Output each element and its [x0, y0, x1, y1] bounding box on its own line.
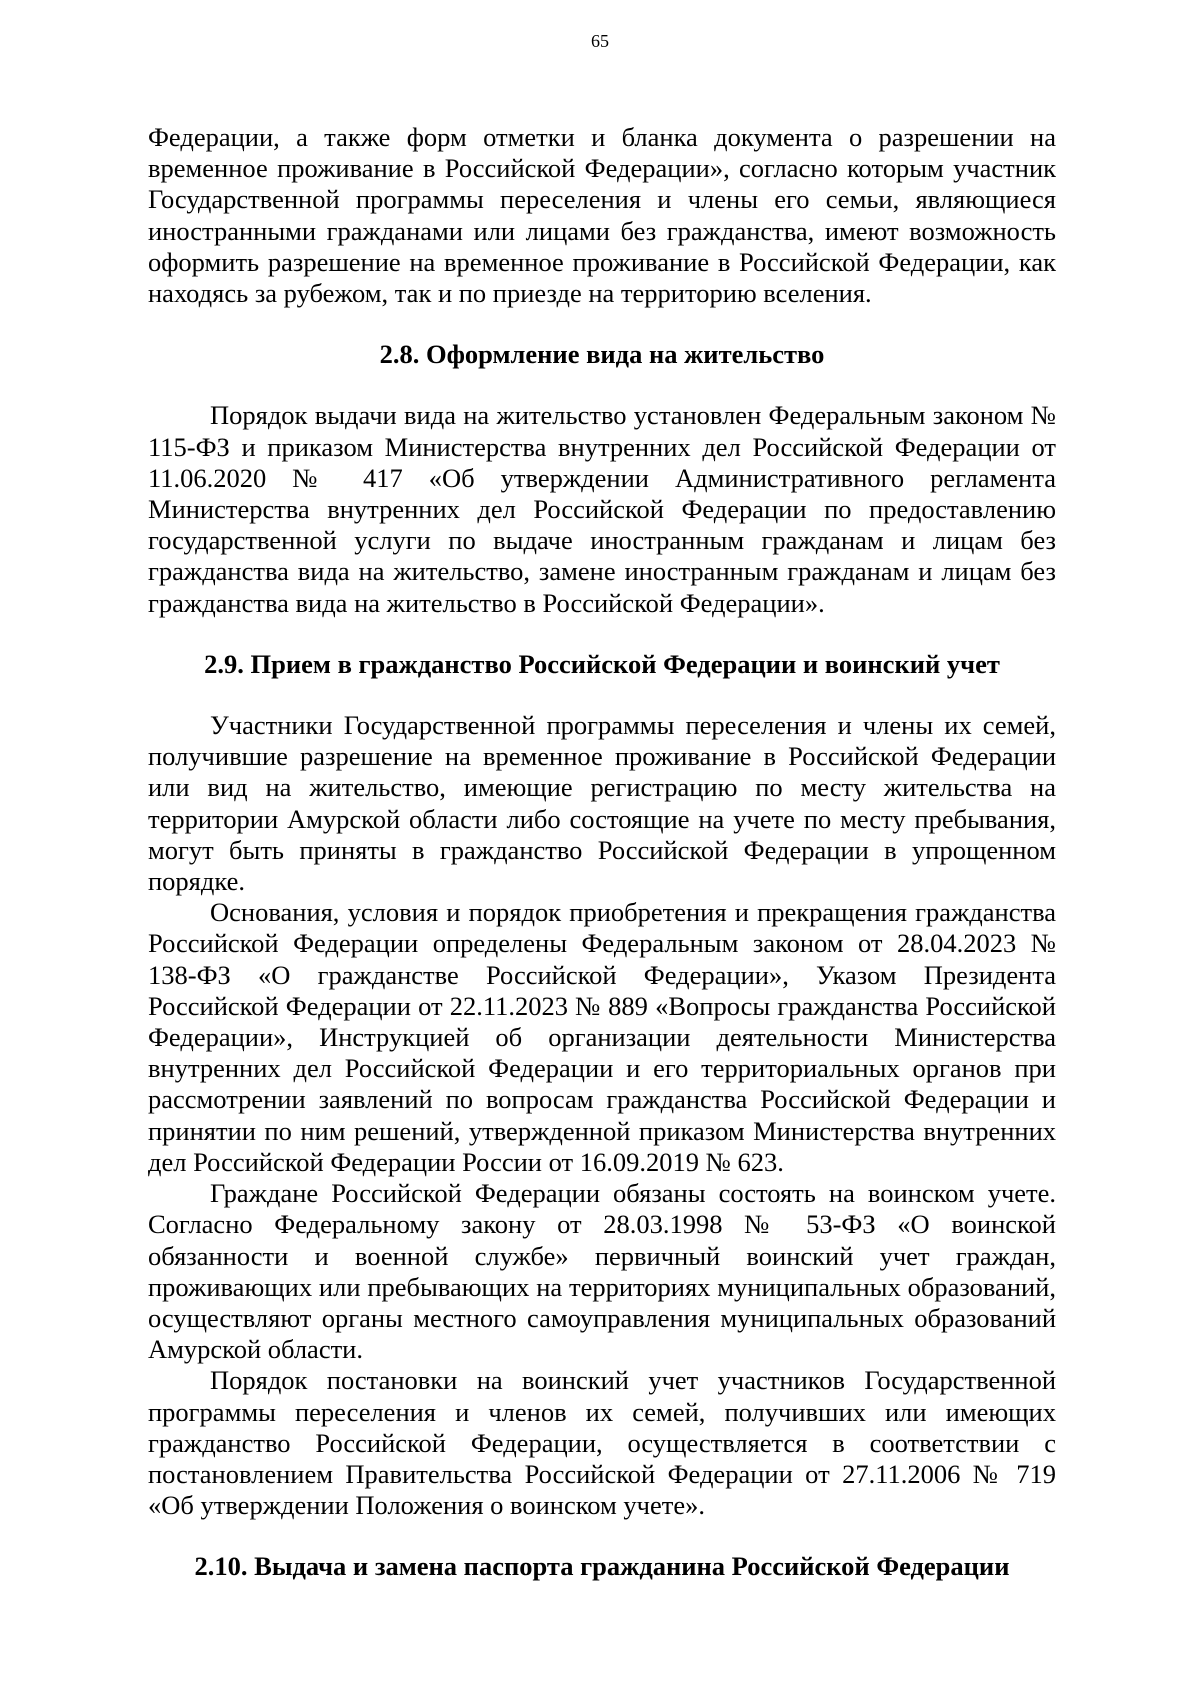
- paragraph-citizenship-grounds: Основания, условия и порядок приобретения и прекращения гражданства Российской Федерации определены Федеральным законом от 28.04.2023 № 138-ФЗ «О гражданстве Российской Федерации», Указом Президента Российской Федерации от 22.11.2023 № 889 «Вопросы гражданства Российской Федерации», Инструкцией об организации деятельности Министерства внутренних дел Российской Федерации и его территориальных органов при рассмотрении заявлений по вопросам гражданства Российской Федерации и принятии по ним решений, утвержденной приказом Министерства внутренних дел Российской Федерации России от 16.09.2019 № 623.: [148, 897, 1056, 1177]
- paragraph-military-registration: Граждане Российской Федерации обязаны состоять на воинском учете. Согласно Федеральному закону от 28.03.1998 № 53-ФЗ «О воинской обязанности и военной службе» первичный воинский учет граждан, проживающих или пребывающих на территориях муниципальных образований, осуществляют органы местного самоуправления муниципальных образований Амурской области.: [148, 1178, 1056, 1365]
- section-heading-2-9: 2.9. Прием в гражданство Российской Федерации и воинский учет: [204, 648, 1000, 679]
- section-heading-2-10: 2.10. Выдача и замена паспорта гражданина Российской Федерации: [194, 1551, 1010, 1582]
- section-heading-2-8: 2.8. Оформление вида на жительство: [379, 339, 825, 370]
- paragraph-continuation: Федерации, а также форм отметки и бланка документа о разрешении на временное проживание в Российской Федерации», согласно которым участник Государственной программы переселения и члены его семьи, являющиеся иностранными гражданами или лицами без гражданства, имеют возможность оформить разрешение на временное проживание в Российской Федерации, как находясь за рубежом, так и по приезде на территорию вселения.: [148, 122, 1056, 309]
- page-number: 65: [591, 31, 609, 51]
- document-body: [148, 122, 1056, 1583]
- paragraph-residence-permit: Порядок выдачи вида на жительство установлен Федеральным законом № 115-ФЗ и приказом Министерства внутренних дел Российской Федерации от 11.06.2020 № 417 «Об утверждении Административного регламента Министерства внутренних дел Российской Федерации по предоставлению государственной услуги по выдаче иностранным гражданам и лицам без гражданства вида на жительство, замене иностранным гражданам и лицам без гражданства вида на жительство в Российской Федерации».: [148, 400, 1056, 618]
- paragraph-military-registration-order: Порядок постановки на воинский учет участников Государственной программы переселения и членов их семей, получивших или имеющих гражданство Российской Федерации, осуществляется в соответствии с постановлением Правительства Российской Федерации от 27.11.2006 № 719 «Об утверждении Положения о воинском учете».: [148, 1365, 1056, 1521]
- paragraph-citizenship-simplified: Участники Государственной программы переселения и члены их семей, получившие разрешение на временное проживание в Российской Федерации или вид на жительство, имеющие регистрацию по месту жительства на территории Амурской области либо состоящие на учете по месту пребывания, могут быть приняты в гражданство Российской Федерации в упрощенном порядке.: [148, 710, 1056, 897]
